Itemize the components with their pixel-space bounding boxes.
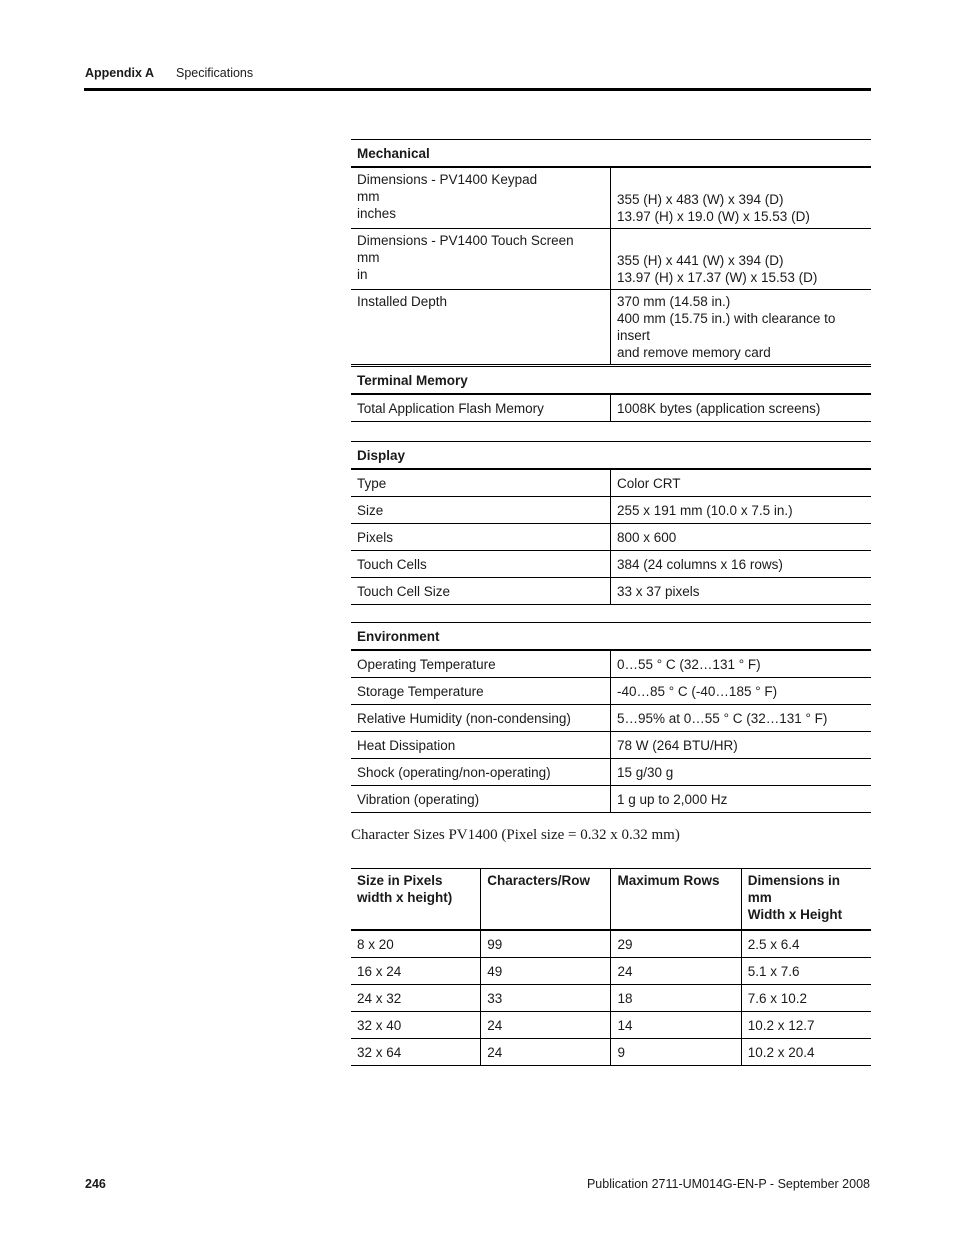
row-value: 15 g/30 g [611,759,872,786]
row-value: 1008K bytes (application screens) [611,394,872,422]
display-title: Display [351,442,871,470]
cell: 8 x 20 [351,930,481,958]
row-value: -40…85 ° C (-40…185 ° F) [611,678,872,705]
table-row [351,985,871,1012]
cell: 18 [611,985,741,1012]
page-number: 246 [85,1177,106,1191]
label-line: Dimensions - PV1400 Keypad [357,172,538,187]
table-row [351,759,871,786]
label-line: Installed Depth [357,293,448,309]
environment-title: Environment [351,623,871,651]
row-label [351,228,611,289]
header-line: Width x Height [747,907,843,922]
row-label: Size [351,497,611,524]
column-header [611,869,741,931]
display-table [351,441,871,605]
table-row [351,650,871,678]
cell: 32 x 64 [351,1039,481,1066]
value-line: 370 mm (14.58 in.) [617,293,731,309]
appendix-label: Appendix A [85,66,154,80]
value-line: 400 mm (15.75 in.) with clearance to insert [617,310,836,343]
row-value: Color CRT [611,469,872,497]
row-value: 384 (24 columns x 16 rows) [611,551,872,578]
cell: 24 [481,1012,611,1039]
row-label [351,167,611,228]
cell: 7.6 x 10.2 [741,985,871,1012]
table-row [351,678,871,705]
row-label: Shock (operating/non-operating) [351,759,611,786]
character-sizes-table [351,868,871,1066]
cell: 24 [611,958,741,985]
cell: 24 x 32 [351,985,481,1012]
table-row [351,551,871,578]
column-header [481,869,611,931]
row-value: 255 x 191 mm (10.0 x 7.5 in.) [611,497,872,524]
row-value: 0…55 ° C (32…131 ° F) [611,650,872,678]
header-line: Characters/Row [487,873,591,888]
publication-info: Publication 2711-UM014G-EN-P - September 2008 [586,1177,870,1191]
row-value: 5…95% at 0…55 ° C (32…131 ° F) [611,705,872,732]
table-row [351,228,871,289]
table-row [351,930,871,958]
row-label: Touch Cell Size [351,578,611,605]
cell: 9 [611,1039,741,1066]
cell: 5.1 x 7.6 [741,958,871,985]
value-line: 13.97 (H) x 19.0 (W) x 15.53 (D) [617,208,810,224]
table-caption: Character Sizes PV1400 (Pixel size = 0.32 x 0.32 mm) [351,827,680,843]
row-label: Operating Temperature [351,650,611,678]
table-row [351,394,871,422]
table-row [351,167,871,228]
row-value [611,228,872,289]
cell: 16 x 24 [351,958,481,985]
column-header [351,869,481,931]
row-label: Vibration (operating) [351,786,611,813]
table-row [351,786,871,813]
cell: 29 [611,930,741,958]
running-header [85,66,254,80]
row-label: Total Application Flash Memory [351,394,611,422]
environment-table [351,622,871,813]
table-row [351,289,871,364]
value-line: 13.97 (H) x 17.37 (W) x 15.53 (D) [617,269,818,285]
row-label: Storage Temperature [351,678,611,705]
mechanical-title: Mechanical [351,140,871,168]
table-row [351,469,871,497]
section-label: Specifications [176,66,254,80]
row-value [611,167,872,228]
row-value: 800 x 600 [611,524,872,551]
row-value: 33 x 37 pixels [611,578,872,605]
label-line: mm [357,189,380,204]
cell: 33 [481,985,611,1012]
header-line: Maximum Rows [617,873,720,888]
value-line: 355 (H) x 441 (W) x 394 (D) [617,252,784,268]
row-label: Touch Cells [351,551,611,578]
table-row [351,1012,871,1039]
cell: 14 [611,1012,741,1039]
row-label: Heat Dissipation [351,732,611,759]
cell: 2.5 x 6.4 [741,930,871,958]
header-line: Size in Pixels [357,873,443,888]
row-label: Pixels [351,524,611,551]
cell: 49 [481,958,611,985]
label-line: Dimensions - PV1400 Touch Screen [357,232,574,248]
table-row [351,578,871,605]
terminal-memory-table [351,366,871,422]
value-line: 355 (H) x 483 (W) x 394 (D) [617,191,784,207]
table-row [351,732,871,759]
table-row [351,524,871,551]
label-line: in [357,266,368,282]
value-line: and remove memory card [617,344,771,360]
table-row [351,705,871,732]
header-line: Dimensions in mm [747,873,840,905]
table-row [351,1039,871,1066]
header-rule [84,88,871,91]
row-label: Relative Humidity (non-condensing) [351,705,611,732]
row-value: 78 W (264 BTU/HR) [611,732,872,759]
column-header [741,869,871,931]
cell: 10.2 x 20.4 [741,1039,871,1066]
table-header-row [351,869,871,931]
mechanical-table [351,139,871,365]
cell: 10.2 x 12.7 [741,1012,871,1039]
table-row [351,497,871,524]
header-line: width x height) [357,890,453,905]
row-label: Type [351,469,611,497]
label-line: mm [357,249,380,265]
row-value [611,289,872,364]
terminal-memory-title: Terminal Memory [351,367,871,395]
cell: 24 [481,1039,611,1066]
row-value: 1 g up to 2,000 Hz [611,786,872,813]
label-line: inches [357,206,397,221]
table-row [351,958,871,985]
row-label [351,289,611,364]
cell: 99 [481,930,611,958]
cell: 32 x 40 [351,1012,481,1039]
